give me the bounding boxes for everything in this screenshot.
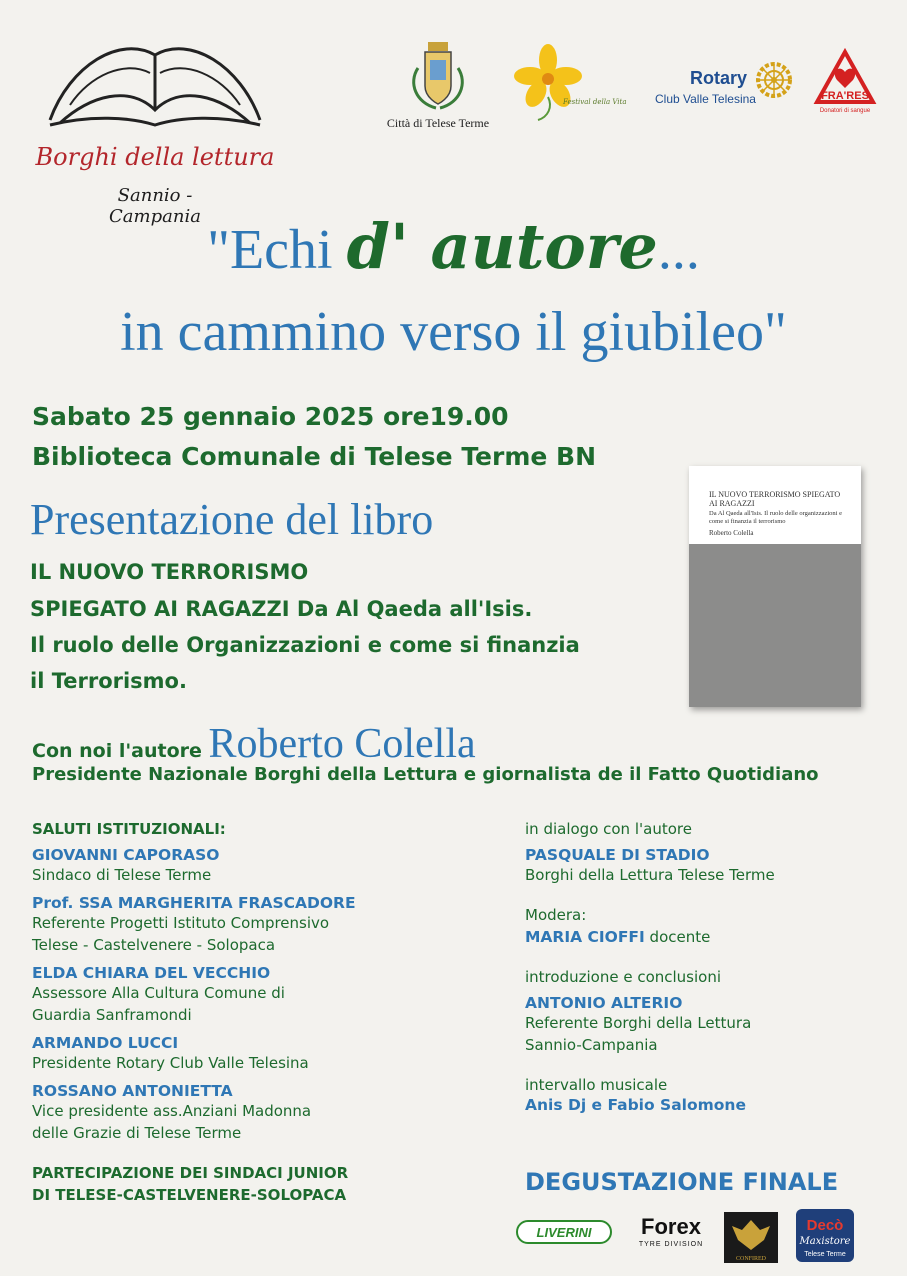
- deco-sub: Maxistore: [799, 1236, 851, 1247]
- dialogo-name: PASQUALE DI STADIO: [525, 846, 710, 864]
- guest-name: GIOVANNI CAPORASO: [32, 846, 220, 864]
- music-label: intervallo musicale: [525, 1076, 668, 1094]
- guest-desc: Guardia Sanframondi: [32, 1006, 192, 1024]
- telese-logo: [378, 38, 498, 138]
- title-open: "Echi: [207, 219, 347, 281]
- confired-name: CONFIRED: [735, 1256, 767, 1262]
- forex-sub: TYRE DIVISION: [638, 1241, 704, 1248]
- music-name: Anis Dj e Fabio Salomone: [525, 1096, 746, 1114]
- author-role: Presidente Nazionale Borghi della Lettura e giornalista de il Fatto Quotidiano: [32, 764, 819, 785]
- guest-desc: delle Grazie di Telese Terme: [32, 1124, 242, 1142]
- author-label: Con noi l'autore: [32, 740, 209, 762]
- modera-name: MARIA CIOFFI: [525, 928, 645, 946]
- junior-mayors: DI TELESE-CASTELVENERE-SOLOPACA: [32, 1186, 347, 1204]
- flower-icon: [508, 42, 627, 122]
- book-title-line: IL NUOVO TERRORISMO: [30, 560, 309, 584]
- author-name: Roberto Colella: [208, 721, 476, 767]
- modera-desc: docente: [644, 928, 711, 946]
- guest-desc: Presidente Rotary Club Valle Telesina: [32, 1054, 309, 1072]
- book-title-line: Il ruolo delle Organizzazioni e come si finanzia: [30, 633, 580, 657]
- rotary-name: Rotary: [690, 68, 748, 88]
- borghi-title: Borghi della lettura: [35, 143, 275, 171]
- guest-name: ARMANDO LUCCI: [32, 1034, 179, 1052]
- modera-label: Modera:: [525, 906, 587, 924]
- telese-caption: Città di Telese Terme: [386, 116, 490, 130]
- frares-name: FRA'RES: [821, 90, 869, 102]
- guest-name: ELDA CHIARA DEL VECCHIO: [32, 964, 271, 982]
- borghi-lettura-logo: [30, 25, 280, 227]
- festival-della-vita-logo: [508, 42, 627, 122]
- deco-logo: [795, 1208, 855, 1263]
- intro-label: introduzione e conclusioni: [525, 968, 722, 986]
- event-date: Sabato 25 gennaio 2025 ore19.00: [32, 402, 509, 431]
- forex-logo: [632, 1212, 710, 1262]
- rotary-wheel-icon: [754, 60, 794, 100]
- title-ellipsis: ...: [657, 219, 700, 281]
- blood-donor-icon: [815, 50, 875, 125]
- guest-desc: Vice presidente ass.Anziani Madonna: [32, 1102, 312, 1120]
- author-line: [32, 720, 476, 768]
- main-title-line2: in cammino verso il giubileo": [120, 301, 787, 363]
- borghi-subtitle: Sannio - Campania: [109, 185, 201, 227]
- intro-desc: Sannio-Campania: [525, 1036, 658, 1054]
- junior-mayors: PARTECIPAZIONE DEI SINDACI JUNIOR: [32, 1164, 349, 1182]
- main-title-line1: [0, 210, 907, 283]
- book-title-line: SPIEGATO AI RAGAZZI Da Al Qaeda all'Isis.: [30, 597, 533, 621]
- guest-name: ROSSANO ANTONIETTA: [32, 1082, 233, 1100]
- open-book-icon: [30, 25, 280, 145]
- liverini-logo: [516, 1218, 612, 1246]
- book-cover-author: Roberto Colella: [709, 529, 754, 537]
- institutional-greetings: [32, 818, 356, 1206]
- guest-desc: Assessore Alla Cultura Comune di: [32, 984, 285, 1002]
- liverini-badge-icon: [516, 1218, 612, 1246]
- program-column: [525, 818, 775, 1114]
- coat-of-arms-icon: [378, 38, 498, 116]
- deco-name: Decò: [806, 1217, 844, 1234]
- book-cover-subtitle: Da Al Qaeda all'Isis. Il ruolo delle organizzazioni e come si finanzia il terrorismo: [709, 510, 842, 525]
- book-title-line: il Terrorismo.: [30, 669, 187, 693]
- forex-name: Forex: [641, 1214, 701, 1239]
- dialogo-label: in dialogo con l'autore: [525, 820, 692, 838]
- deco-city: Telese Terme: [804, 1251, 846, 1258]
- liverini-name: LIVERINI: [536, 1225, 592, 1240]
- intro-desc: Referente Borghi della Lettura: [525, 1014, 752, 1032]
- frares-logo: [815, 50, 875, 125]
- guest-name: Prof. SSA MARGHERITA FRASCADORE: [32, 894, 356, 912]
- guest-desc: Telese - Castelvenere - Solopaca: [32, 936, 276, 954]
- rotary-logo: [650, 60, 800, 110]
- frares-sub: Donatori di sangue: [819, 108, 871, 114]
- confired-logo: [722, 1210, 780, 1265]
- event-place: Biblioteca Comunale di Telese Terme BN: [32, 442, 597, 471]
- presentation-heading: Presentazione del libro: [30, 495, 434, 544]
- eagle-crest-icon: [722, 1210, 780, 1265]
- rotary-club: Club Valle Telesina: [655, 92, 756, 106]
- modera-line: [525, 926, 775, 948]
- greetings-heading: SALUTI ISTITUZIONALI:: [32, 820, 226, 838]
- title-accent: d' autore: [346, 210, 658, 283]
- guest-desc: Referente Progetti Istituto Comprensivo: [32, 914, 330, 932]
- tasting-heading: DEGUSTAZIONE FINALE: [525, 1168, 839, 1196]
- guest-desc: Sindaco di Telese Terme: [32, 866, 212, 884]
- festival-caption: Festival della Vita: [563, 98, 627, 106]
- book-cover-title: IL NUOVO TERRORISMO SPIEGATO AI RAGAZZI: [709, 490, 841, 508]
- book-cover-panel: [689, 544, 861, 707]
- intro-name: ANTONIO ALTERIO: [525, 994, 683, 1012]
- dialogo-desc: Borghi della Lettura Telese Terme: [525, 866, 775, 884]
- book-cover: [689, 466, 861, 707]
